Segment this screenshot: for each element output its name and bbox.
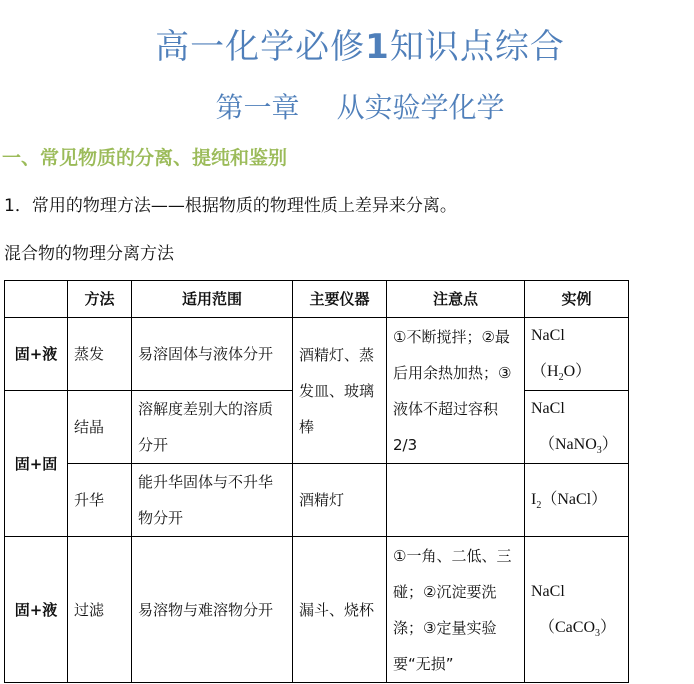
cell-example [525,318,629,391]
header-instruments: 主要仪器 [293,281,387,318]
cell-scope: 易溶物与难溶物分开 [132,537,293,683]
example-text-tail: ） [601,436,618,453]
document-title [0,24,694,70]
cell-category: 固+液 [5,318,68,391]
cell-example [525,537,629,683]
table-row [5,537,629,683]
cell-example [525,391,629,464]
example-subscript: 2 [558,372,564,384]
paragraph-physical-methods: 1．常用的物理方法——根据物质的物理性质上差异来分离。 [4,196,457,216]
title-number: 1 [365,27,390,67]
section-heading: 一、常见物质的分离、提纯和鉴别 [2,147,288,169]
chapter-heading: 第一章 从实验学化学 [215,91,505,124]
example-line-1: NaCl [531,400,565,417]
cell-method: 结晶 [68,391,132,464]
title-prefix: 高一化学必修 [155,27,366,67]
example-line-1: NaCl [531,582,565,600]
cell-method: 过滤 [68,537,132,683]
cell-category: 固+固 [5,391,68,537]
cell-scope: 易溶固体与液体分开 [132,318,293,391]
table-caption: 混合物的物理分离方法 [4,244,174,264]
example-text-tail: （NaCl） [541,491,608,508]
cell-notes: ①不断搅拌；②最后用余热加热；③液体不超过容积 2/3 [387,318,525,464]
example-text: I [531,491,537,508]
cell-notes: ①一角、二低、三碰；②沉淀要洗涤；③定量实验要“无损” [387,537,525,683]
example-text: （NaNO [539,436,597,453]
header-method: 方法 [68,281,132,318]
title-suffix: 知识点综合 [389,27,565,67]
example-text: NaCl（H [531,327,565,380]
table-header-row [5,281,629,318]
cell-instruments: 酒精灯、蒸发皿、玻璃棒 [293,318,387,464]
example-subscript: 3 [596,445,602,457]
cell-method: 升华 [68,464,132,537]
cell-instruments: 酒精灯 [293,464,387,537]
example-line-2 [531,427,618,463]
cell-instruments: 漏斗、烧杯 [293,537,387,683]
cell-scope: 能升华固体与不升华物分开 [132,464,293,537]
table-row [5,318,629,391]
header-notes: 注意点 [387,281,525,318]
table-row [5,464,629,537]
header-example: 实例 [525,281,629,318]
cell-method: 蒸发 [68,318,132,391]
cell-category: 固+液 [5,537,68,683]
header-category [5,281,68,318]
example-subscript: 3 [595,627,601,639]
cell-scope: 溶解度差别大的溶质分开 [132,391,293,464]
separation-methods-table [4,280,629,683]
example-text-tail: ） [600,618,617,636]
header-scope: 适用范围 [132,281,293,318]
example-subscript: 2 [536,500,542,512]
example-text-tail: O） [563,363,592,380]
cell-notes [387,464,525,537]
cell-example [525,464,629,537]
example-text: （CaCO [539,618,596,636]
example-line-2 [531,610,616,646]
